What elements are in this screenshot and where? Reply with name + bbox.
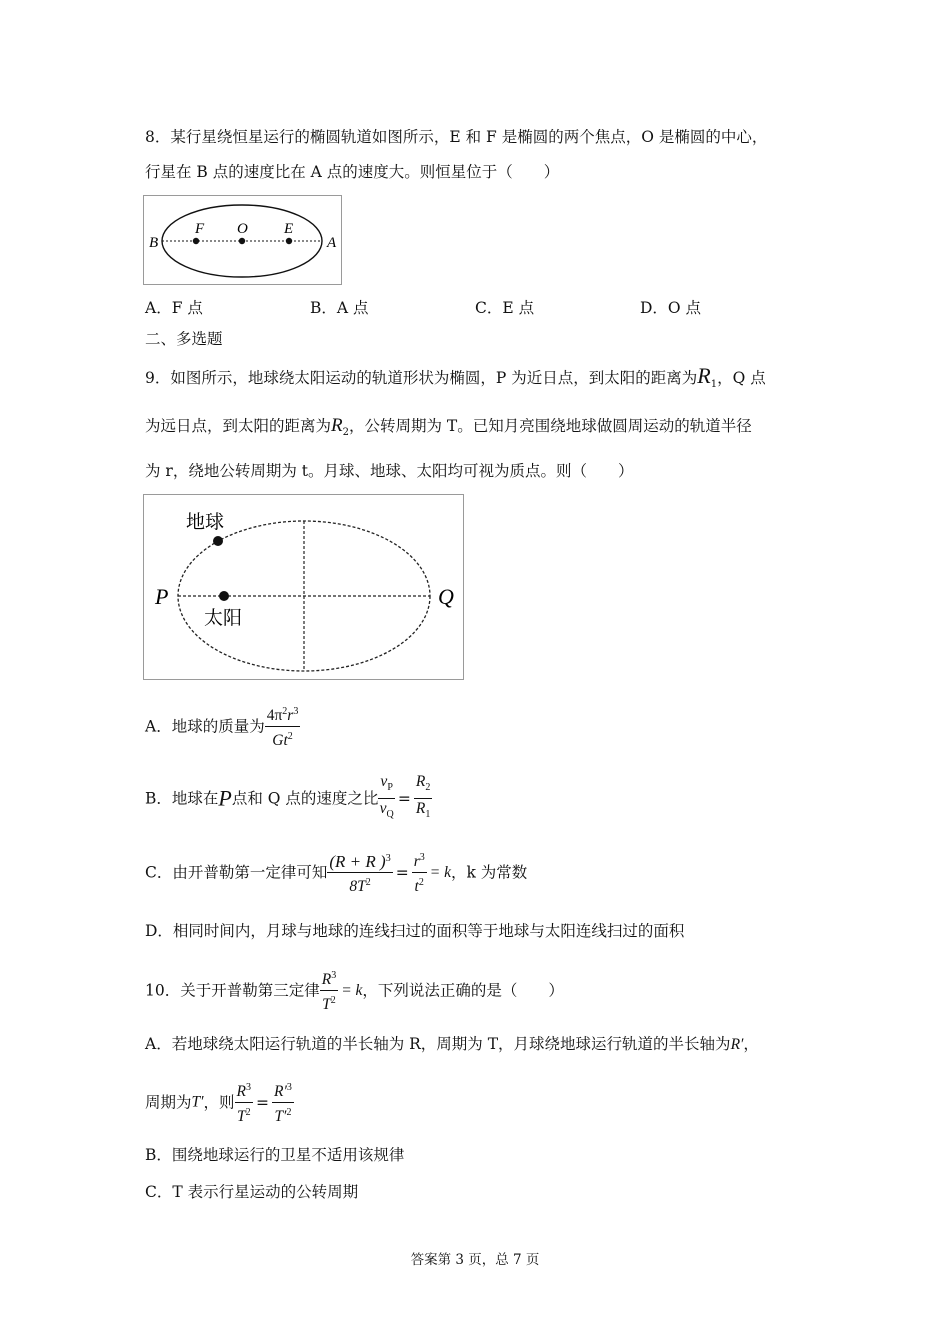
q9-option-a-num-coef: 4π: [266, 707, 283, 724]
q9-option-c-t: t: [414, 878, 419, 895]
q10-option-c: C．T 表示行星运动的公转周期: [145, 1183, 359, 1201]
q10-option-a-right-denominator: [272, 1103, 294, 1127]
q10-stem-r-sup: 3: [331, 970, 337, 981]
q9-option-b-vq: v: [379, 800, 387, 817]
q10-stem-fraction: [320, 966, 338, 1015]
q9-option-a-text: A．地球的质量为: [145, 717, 265, 736]
q10-stem-a: 10．关于开普勒第三定律: [145, 981, 320, 1000]
section-heading-multi-choice: 二、多选题: [145, 330, 223, 348]
q10-stem-b: ，下列说法正确的是（ ）: [362, 981, 564, 1000]
q9-r1-symbol: R: [697, 363, 711, 388]
q9-option-c-equals1: =: [395, 863, 409, 882]
q10-option-a-t-sup: 2: [245, 1107, 251, 1118]
q8-option-b: B．A 点: [310, 299, 369, 317]
q10-option-a-rprime: R′: [730, 1036, 744, 1053]
q9-earth-label: 地球: [186, 511, 225, 533]
q10-option-b: B．围绕地球运行的卫星不适用该规律: [145, 1146, 405, 1164]
q9-stem-line1-a: 9．如图所示，地球绕太阳运动的轨道形状为椭圆，P 为近日点，到太阳的距离为: [145, 369, 698, 387]
q9-option-b-r2: R: [415, 773, 426, 790]
q8-option-d: D．O 点: [640, 299, 702, 317]
q9-option-c-8t-sup: 2: [365, 876, 371, 888]
q9-option-a-den-sup: 2: [287, 731, 293, 742]
q9-sun-label: 太阳: [204, 607, 243, 629]
q9-option-c-tail: ，k 为常数: [450, 863, 528, 882]
q9-option-b-text-b: 点和 Q 点的速度之比: [231, 789, 379, 808]
q9-option-b-text-a: B．地球在: [145, 789, 219, 808]
q9-option-b-p: P: [218, 785, 232, 811]
q10-stem-denominator: [320, 991, 338, 1015]
q9-option-a-den-gt: Gt: [272, 732, 288, 749]
q10-option-a-line2-b: ，则: [203, 1093, 235, 1112]
q9-option-b-right-denominator: [414, 799, 432, 825]
q9-option-c-left-fraction: [327, 849, 392, 897]
q9-stem-line2: [145, 416, 752, 443]
q9-orbit-svg: [144, 495, 463, 679]
q10-option-a-line1-a: A．若地球绕太阳运行轨道的半长轴为 R，周期为 T，月球绕地球运行轨道的半长轴为: [145, 1035, 731, 1053]
q9-r2-symbol: R: [331, 415, 343, 436]
q8-label-b: B: [149, 235, 159, 251]
q9-option-c-right-numerator: [412, 848, 427, 873]
q8-stem-line2: 行星在 B 点的速度比在 A 点的速度大。则恒星位于（ ）: [145, 163, 560, 181]
q8-ellipse-figure: [143, 195, 342, 285]
q10-option-a-r-sup: 3: [246, 1082, 252, 1093]
q8-label-o: O: [237, 221, 248, 237]
q9-option-d: D．相同时间内，月球与地球的连线扫过的面积等于地球与太阳连线扫过的面积: [145, 922, 685, 940]
q10-option-a-line2-a: 周期为: [145, 1093, 192, 1112]
q10-stem-t: T: [322, 996, 331, 1013]
q9-label-p: P: [155, 584, 169, 609]
q9-option-a: [145, 702, 300, 751]
q9-option-c-text: C．由开普勒第一定律可知: [145, 863, 328, 882]
q9-option-a-fraction: [265, 702, 301, 751]
q8-focus-e-dot: [286, 238, 292, 244]
q9-stem-line1-b: ，Q 点: [717, 369, 766, 387]
q10-option-a-left-numerator: [235, 1078, 253, 1103]
q8-stem-line1: 8．某行星绕恒星运行的椭圆轨道如图所示，E 和 F 是椭圆的两个焦点，O 是椭圆的中心，: [145, 128, 768, 146]
q10-option-a-rp: R′: [274, 1083, 287, 1100]
q10-option-a-right-fraction: [272, 1078, 294, 1127]
q8-option-a: A．F 点: [145, 299, 203, 317]
q9-option-c-left-numerator: [327, 849, 392, 873]
q9-option-c-r-sup: 3: [419, 852, 425, 863]
q8-label-a: A: [327, 235, 337, 251]
q10-option-a-right-numerator: [272, 1078, 294, 1103]
q9-option-c-equals-k: = k: [429, 863, 451, 881]
q9-option-c-right-fraction: [412, 848, 427, 897]
q9-option-b-right-numerator: [414, 772, 432, 799]
q10-stem-equals-k: = k: [341, 981, 363, 999]
q9-option-c-8t: 8T: [349, 877, 366, 895]
q10-stem: [145, 966, 564, 1015]
q9-r1-sub: 1: [710, 379, 718, 390]
q9-stem-line1: [145, 363, 766, 395]
q10-option-a-tprime: T′: [191, 1093, 204, 1111]
q9-option-c-sum-sup: 3: [385, 852, 391, 864]
q9-label-q: Q: [438, 584, 454, 609]
q10-option-a-r: R: [236, 1083, 247, 1100]
q9-option-b: [145, 772, 432, 825]
q9-option-b-r1: R: [415, 800, 426, 817]
q10-option-a-left-denominator: [235, 1103, 253, 1127]
q9-option-b-left-denominator: [378, 799, 394, 825]
q9-option-c-left-denominator: [327, 873, 392, 897]
q10-option-a-t: T: [236, 1108, 246, 1125]
q9-option-a-num-sup1: 2: [282, 706, 288, 717]
q9-option-b-vq-sub: Q: [386, 809, 394, 820]
q9-option-b-vp-sub: P: [387, 782, 393, 793]
q9-stem-line3: 为 r，绕地公转周期为 t。月球、地球、太阳均可视为质点。则（ ）: [145, 462, 634, 480]
q9-stem-line2-a: 为远日点，到太阳的距离为: [145, 417, 332, 435]
q9-option-c-sum: (R + R ): [329, 851, 386, 871]
q9-option-b-r2-sub: 2: [425, 782, 431, 793]
q9-option-b-r1-sub: 1: [425, 809, 431, 820]
q9-r2-sub: 2: [342, 427, 349, 438]
q10-option-a-tp: T′: [274, 1108, 287, 1125]
q8-label-e: E: [284, 221, 294, 237]
q10-option-a-line2: [145, 1078, 294, 1127]
q10-option-a-equals: =: [256, 1093, 270, 1112]
q9-stem-line2-b: ，公转周期为 T。已知月亮围绕地球做圆周运动的轨道半径: [349, 417, 752, 435]
q8-focus-f-dot: [193, 238, 199, 244]
q10-option-a-rp-sup: 3: [286, 1082, 292, 1093]
q8-ellipse-svg: [144, 196, 341, 284]
q10-option-a-line1: [145, 1034, 759, 1055]
q10-stem-numerator: [320, 966, 338, 991]
q9-option-c: [145, 848, 527, 897]
q9-option-c-right-denominator: [412, 873, 427, 897]
q9-earth-dot: [213, 536, 223, 546]
q9-option-a-num-sup2: 3: [293, 706, 299, 717]
q10-stem-r: R: [321, 971, 332, 988]
q9-option-b-vp: v: [380, 773, 388, 790]
q9-option-b-left-numerator: [378, 772, 394, 799]
q10-option-a-left-fraction: [235, 1078, 253, 1127]
q9-option-a-denominator: [265, 727, 301, 751]
q9-sun-dot: [219, 591, 229, 601]
q9-option-b-right-fraction: [414, 772, 432, 825]
q10-option-a-line1-b: ，: [743, 1035, 759, 1053]
q10-option-a-tp-sup: 2: [286, 1107, 292, 1118]
q9-option-c-r: r: [413, 853, 420, 870]
q9-orbit-figure: [143, 494, 464, 680]
page-footer: 答案第 3 页，总 7 页: [410, 1252, 540, 1268]
q10-stem-t-sup: 2: [330, 995, 336, 1006]
q9-option-c-t-sup: 2: [418, 877, 424, 888]
q8-option-c: C．E 点: [475, 299, 535, 317]
q9-option-b-left-fraction: [378, 772, 394, 825]
q9-option-a-numerator: [265, 702, 301, 727]
q9-option-a-num-r: r: [287, 707, 294, 724]
q8-label-f: F: [195, 221, 205, 237]
q9-option-b-equals: =: [397, 789, 411, 808]
q8-center-o-dot: [239, 238, 245, 244]
